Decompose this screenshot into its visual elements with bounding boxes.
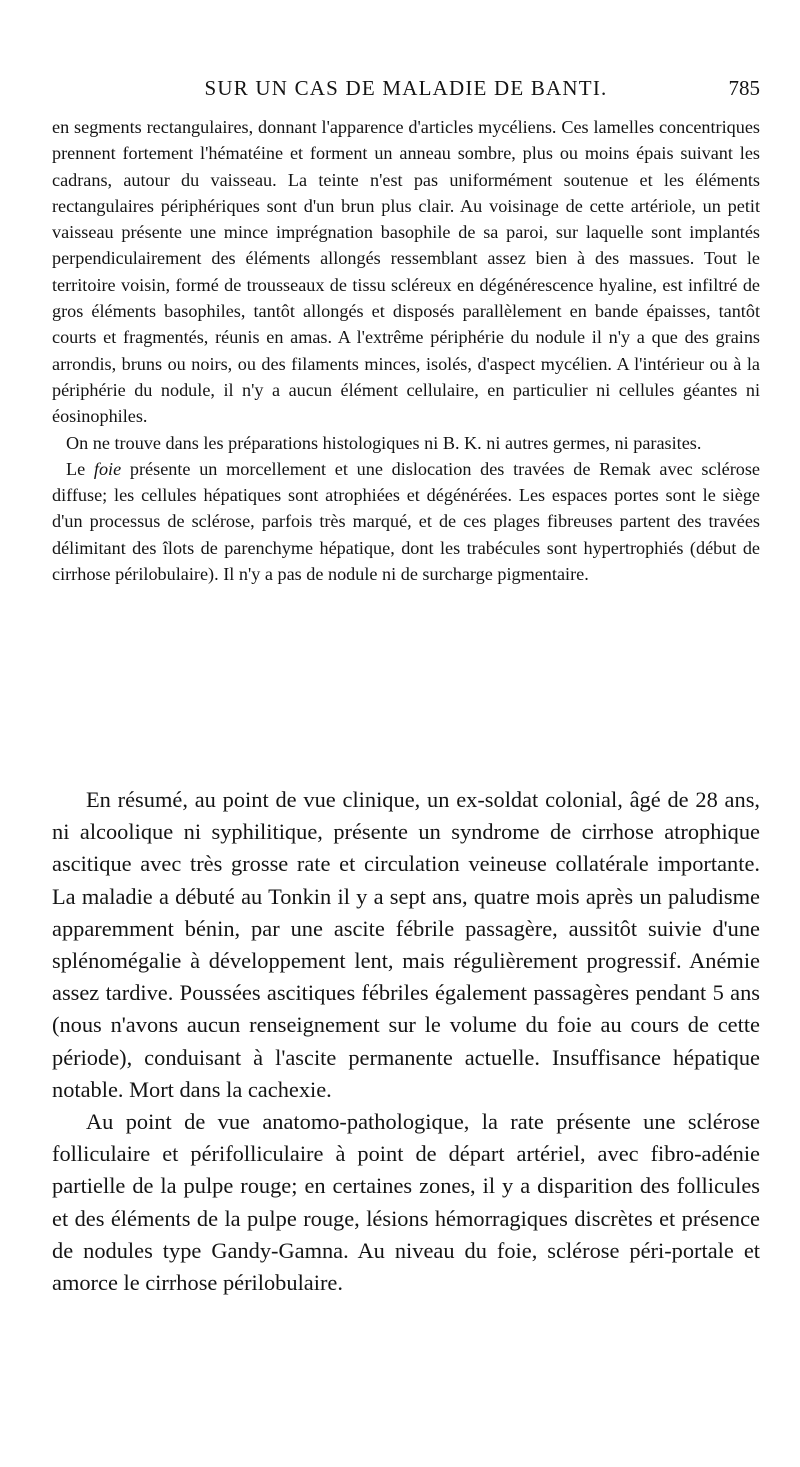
paragraph-pathology-summary: Au point de vue anatomo-pathologique, la rate présente une sclérose folliculaire et périfolliculaire à point de départ artériel, avec fibro-adénie partielle de la pulpe rouge; en certaines zones, il y a disparition des follicules et des éléments de la pulpe rouge, lésions hémorragiques discrètes et présence de nodules type Gandy-Gamna. Au niveau du foie, sclérose péri-portale et amorce le cirrhose périlobulaire. <box>52 1109 760 1296</box>
paragraph-liver-lead: Le <box>66 458 94 479</box>
small-print-section <box>52 114 760 587</box>
paragraph-liver-rest: présente un morcellement et une dislocation des travées de Remak avec sclérose diffuse; les cellules hépatiques sont atrophiées et dégénérées. Les espaces portes sont le siège d'un processus de sclérose, parfois très marqué, et de ces plages fibreuses partent des travées délimitant des îlots de parenchyme hépatique, dont les trabécules sont hypertrophiés (début de cirrhose périlobulaire). Il n'y a pas de nodule ni de surcharge pigmentaire. <box>52 458 761 585</box>
summary-section <box>52 784 760 1299</box>
paragraph-nodule-description: en segments rectangulaires, donnant l'apparence d'articles mycéliens. Ces lamelles concentriques prennent fortement l'hématéine et forment un anneau sombre, plus ou moins épais suivant les cadrans, autour du vaisseau. La teinte n'est pas uniformément soutenue et les éléments rectangulaires périphériques sont d'un brun plus clair. Au voisinage de cette artériole, un petit vaisseau présente une mince imprégnation basophile de sa paroi, sur laquelle sont implantés perpendiculairement des éléments allongés ressemblant assez bien à des massues. Tout le territoire voisin, formé de trousseaux de tissu scléreux en dégénérescence hyaline, est infiltré de gros éléments basophiles, tantôt allongés et disposés parallèlement en bande épaisses, tantôt courts et fragmentés, réunis en amas. A l'extrême périphérie du nodule il n'y a que des grains arrondis, bruns ou noirs, ou des filaments minces, isolés, d'aspect mycélien. A l'intérieur ou à la périphérie du nodule, il n'y a aucun élément cellulaire, en particulier ni cellules géantes ni éosinophiles. <box>52 117 760 427</box>
paragraph-histology-germs: On ne trouve dans les préparations histologiques ni B. K. ni autres germes, ni parasites. <box>66 432 702 453</box>
running-head <box>52 76 760 106</box>
paragraph-liver <box>52 456 760 587</box>
page-number: 785 <box>728 76 760 100</box>
italic-term-foie: foie <box>93 458 122 479</box>
paragraph-clinical-summary: En résumé, au point de vue clinique, un ex-soldat colonial, âgé de 28 ans, ni alcoolique ni syphilitique, présente un syndrome de cirrhose atrophique ascitique avec très grosse rate et circulation veineuse collatérale importante. La maladie a débuté au Tonkin il y a sept ans, quatre mois après un paludisme apparemment bénin, par une ascite fébrile passagère, aussitôt suivie d'une splénomégalie à développement lent, mais régulièrement progressif. Anémie assez tardive. Poussées ascitiques fébriles également passagères pendant 5 ans (nous n'avons aucun renseignement sur le volume du foie au cours de cette période), conduisant à l'ascite permanente actuelle. Insuffisance hépatique notable. Mort dans la cachexie. <box>52 787 760 1102</box>
running-title: SUR UN CAS DE MALADIE DE BANTI. <box>204 76 608 100</box>
